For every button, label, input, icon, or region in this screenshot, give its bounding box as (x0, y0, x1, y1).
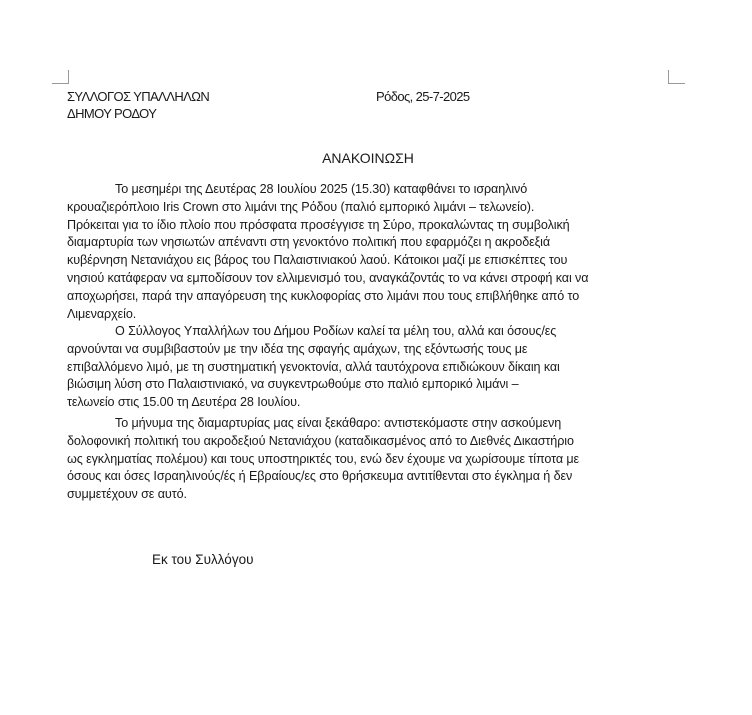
paragraph-line: κρουαζιερόπλοιο Iris Crown στο λιμάνι της Ρόδου (παλιό εμπορικό λιμάνι – τελωνείο). (67, 199, 535, 214)
paragraph-line: αποχωρήσει, παρά την απαγόρευση της κυκλοφορίας στο λιμάνι που τους επιβλήθηκε από το (67, 288, 580, 303)
organization-name (67, 88, 209, 122)
page-corner-mark-right (668, 70, 685, 84)
paragraph-line: Το μήνυμα της διαμαρτυρίας μας είναι ξεκάθαρο: αντιστεκόμαστε στην ασκούμενη (115, 416, 562, 430)
paragraph-line: διαμαρτυρία των νησιωτών απέναντι στη γενοκτόνο πολιτική που εφαρμόζει η ακροδεξιά (67, 235, 551, 250)
signature: Εκ του Συλλόγου (152, 552, 254, 567)
paragraph-line: Πρόκειται για το ίδιο πλοίο που πρόσφατα προσέγγισε τη Σύρο, προκαλώντας τη συμβολική (67, 217, 570, 232)
page-corner-mark-left (52, 70, 69, 84)
paragraph-3 (67, 415, 579, 504)
paragraph-line: τελωνείο στις 15.00 τη Δευτέρα 28 Ιουλίου. (67, 395, 301, 410)
paragraph-line: όσους και όσες Ισραηλινούς/ές ή Εβραίους/ες στο θρήσκευμα αντιτίθενται στο έγκλημα ή δεν (67, 469, 573, 484)
paragraph-line: συμμετέχουν σε αυτό. (67, 487, 187, 502)
document-title: ΑΝΑΚΟΙΝΩΣΗ (322, 150, 414, 166)
paragraph-line: νησιού κατάφεραν να εμποδίσουν τον ελλιμενισμό του, αναγκάζοντάς το να κάνει στροφή και να (67, 270, 589, 285)
paragraph-line: Λιμεναρχείο. (67, 306, 137, 321)
org-line-2: ΔΗΜΟΥ ΡΟΔΟΥ (67, 106, 157, 121)
paragraph-line: βιώσιμη λύση στο Παλαιστινιακό, να συγκεντρωθούμε στο παλιό εμπορικό λιμάνι – (67, 377, 519, 392)
paragraph-line: Το μεσημέρι της Δευτέρας 28 Ιουλίου 2025 (15.30) καταφθάνει το ισραηλινό (115, 182, 528, 196)
paragraph-line: Ο Σύλλογος Υπαλλήλων του Δήμου Ροδίων καλεί τα μέλη του, αλλά και όσους/ες (115, 324, 557, 338)
org-line-1: ΣΥΛΛΟΓΟΣ ΥΠΑΛΛΗΛΩΝ (67, 89, 210, 104)
paragraph-line: κυβέρνηση Νετανιάχου εις βάρος του Παλαιστινιακού λαού. Κάτοικοι μαζί με επισκέπτες του (67, 253, 568, 268)
paragraph-2 (67, 323, 560, 412)
place-date: Ρόδος, 25-7-2025 (376, 89, 470, 104)
paragraph-line: επιβαλλόμενο λιμό, με τη συστηματική γενοκτονία, αλλά ταυτόχρονα επιδιώκουν δίκαιη και (67, 359, 560, 374)
paragraph-line: δολοφονική πολιτική του ακροδεξιού Νετανιάχου (καταδικασμένος από το Διεθνές Δικαστήριο (67, 433, 574, 448)
paragraph-line: αρνούνται να συμβιβαστούν με την ιδέα της σφαγής αμάχων, της εξόντωσής τους με (67, 341, 528, 356)
paragraph-line: ως εγκληματίας πολέμου) και τους υποστηρικτές του, ενώ δεν έχουμε να χωρίσουμε τίποτα με (67, 451, 580, 466)
paragraph-1 (67, 181, 588, 323)
